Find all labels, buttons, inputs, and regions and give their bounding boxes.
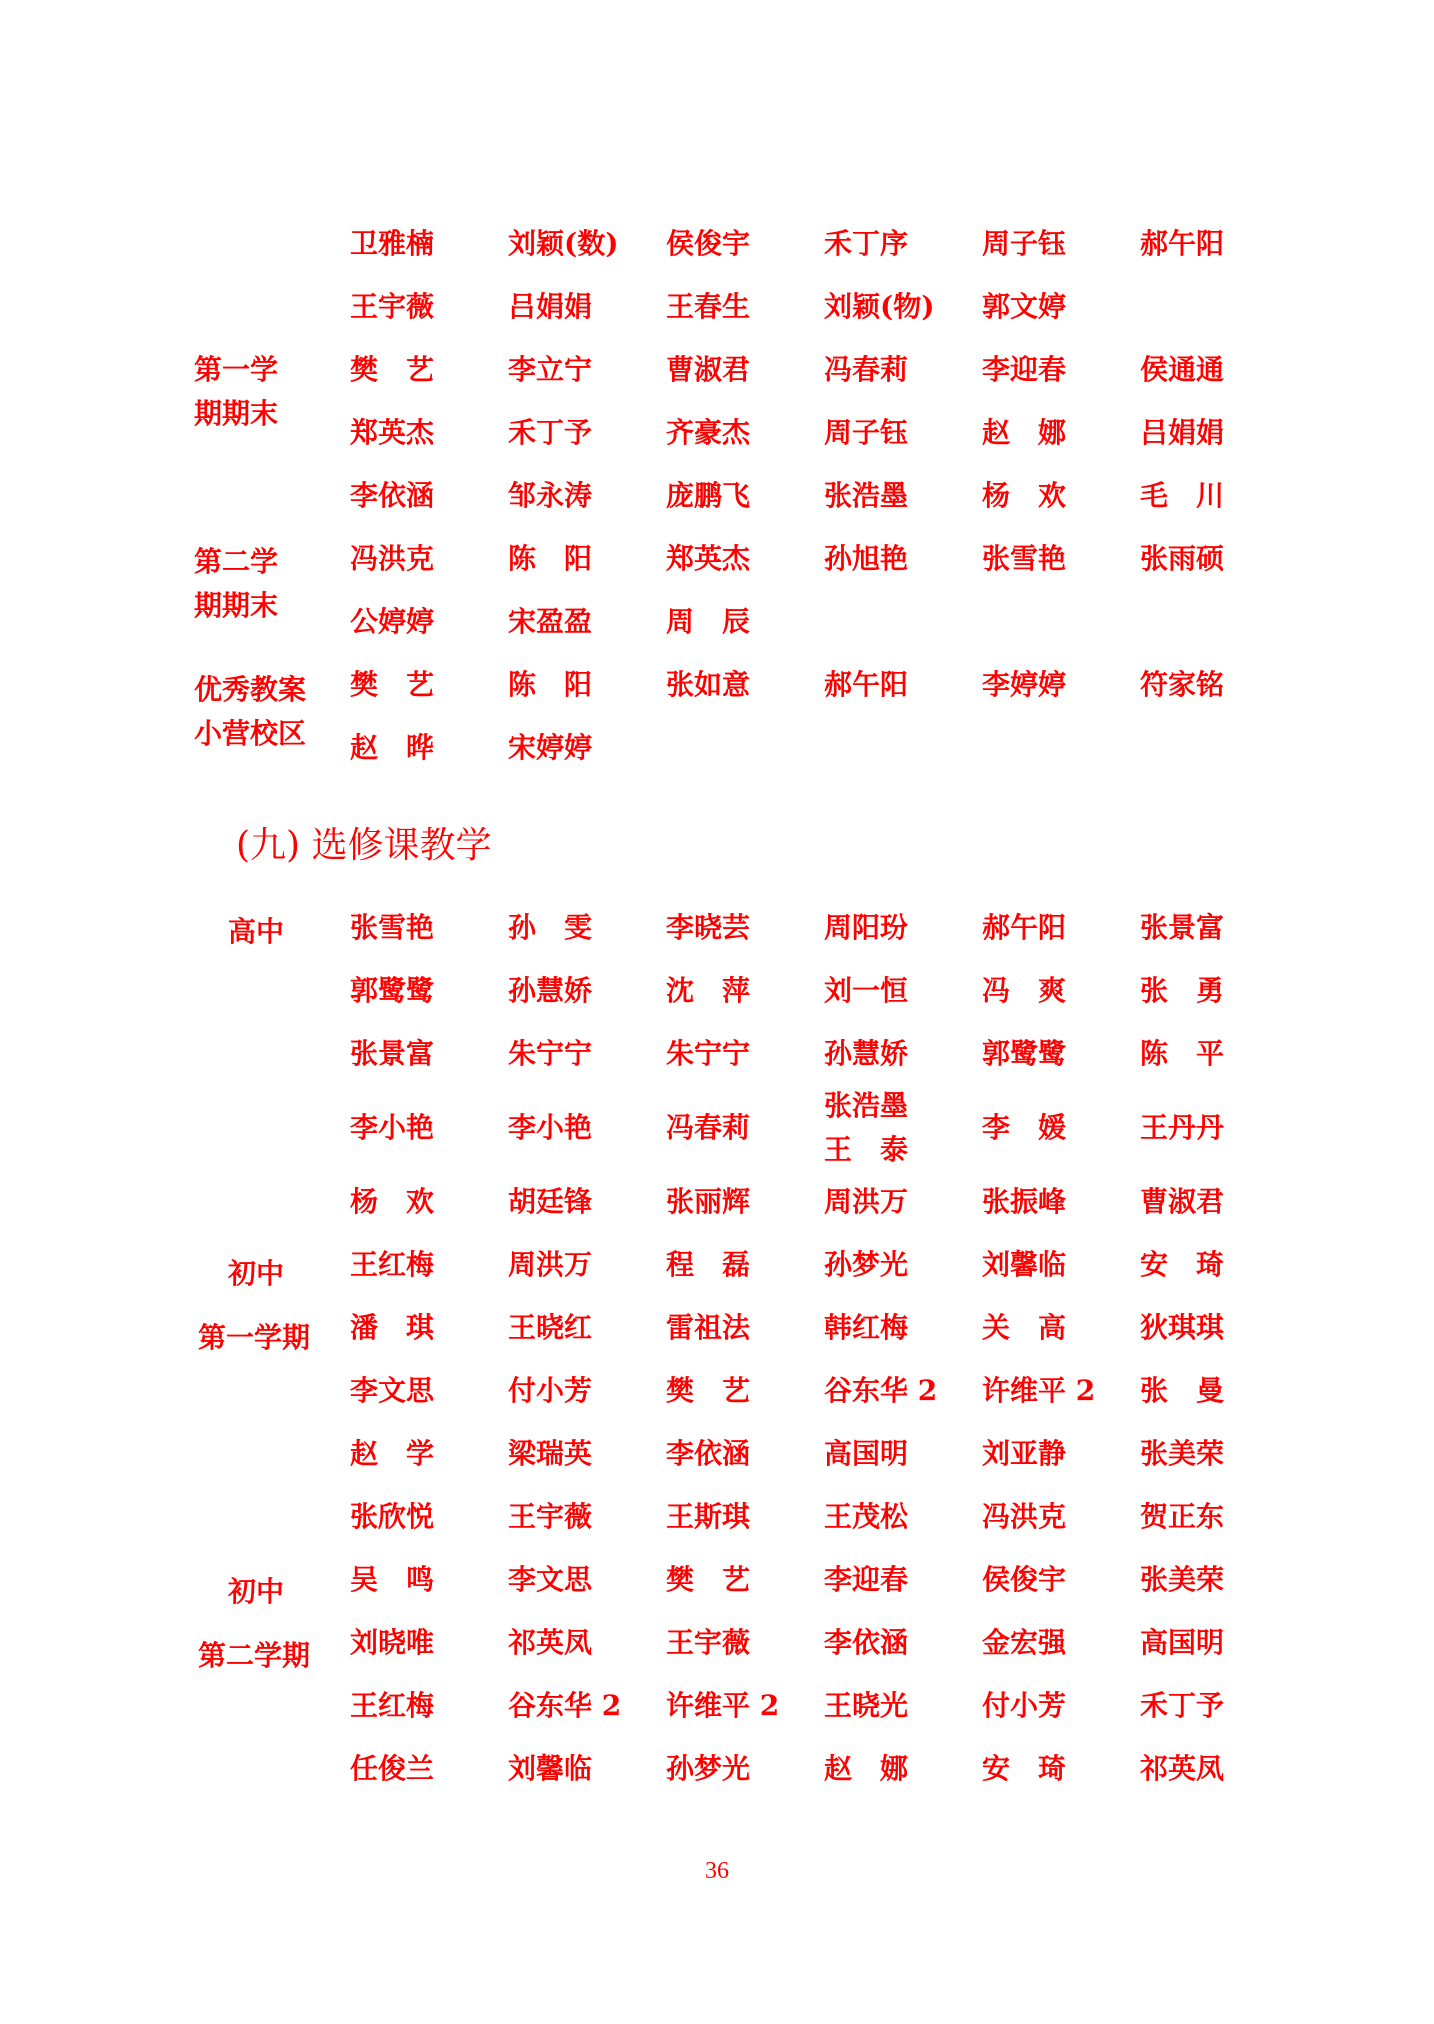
name-cell: 孙慧娇 [508, 974, 593, 1007]
name-cell: 孙慧娇 [824, 1037, 909, 1070]
label-junior1-line1: 初中 [228, 1257, 285, 1290]
name-cell: 宋婷婷 [508, 731, 593, 764]
table-row [0, 1032, 1434, 1076]
name-cell: 郝午阳 [982, 911, 1067, 944]
name-cell: 金宏强 [982, 1626, 1067, 1659]
label-excellent-line2: 小营校区 [194, 717, 307, 750]
name-cell: 李立宁 [508, 353, 593, 386]
name-cell: 赵 娜 [824, 1752, 909, 1785]
name-cell: 李小艳 [350, 1111, 435, 1144]
name-cell: 祁英凤 [1140, 1752, 1225, 1785]
name-cell: 樊 艺 [350, 353, 435, 386]
name-cell: 庞鹏飞 [666, 479, 751, 512]
name-cell: 赵 晔 [350, 731, 435, 764]
table-row [0, 906, 1434, 950]
name-cell: 刘馨临 [982, 1248, 1067, 1281]
table-row [0, 411, 1434, 455]
label-junior2-line2: 第二学期 [198, 1639, 311, 1672]
table-row [0, 222, 1434, 266]
name-cell: 陈 平 [1140, 1037, 1225, 1070]
name-cell: 沈 萍 [666, 974, 751, 1007]
name-cell: 樊 艺 [666, 1374, 751, 1407]
name-cell: 赵 娜 [982, 416, 1067, 449]
name-cell: 张 勇 [1140, 974, 1225, 1007]
table-row [0, 537, 1434, 581]
name-cell: 祁英凤 [508, 1626, 593, 1659]
table-row [0, 1747, 1434, 1791]
name-cell: 胡廷锋 [508, 1185, 593, 1218]
label-term1-line2: 期期末 [194, 397, 279, 430]
table-row [0, 600, 1434, 644]
name-cell: 孙梦光 [824, 1248, 909, 1281]
label-term1-line1: 第一学 [194, 353, 279, 386]
name-cell: 李小艳 [508, 1111, 593, 1144]
table-row [0, 1558, 1434, 1602]
name-cell: 李迎春 [982, 353, 1067, 386]
name-cell: 刘晓唯 [350, 1626, 435, 1659]
name-cell: 韩红梅 [824, 1311, 909, 1344]
name-cell: 公婷婷 [350, 605, 435, 638]
name-cell: 王春生 [666, 290, 751, 323]
name-cell: 关 高 [982, 1311, 1067, 1344]
table-row [0, 1621, 1434, 1665]
name-cell: 刘馨临 [508, 1752, 593, 1785]
name-cell: 李文思 [508, 1563, 593, 1596]
name-cell: 郝午阳 [1140, 227, 1225, 260]
name-cell: 李迎春 [824, 1563, 909, 1596]
name-cell: 梁瑞英 [508, 1437, 593, 1470]
name-cell: 贺正东 [1140, 1500, 1225, 1533]
table-row [0, 1089, 1434, 1166]
name-cell: 李晓芸 [666, 911, 751, 944]
name-cell: 宋盈盈 [508, 605, 593, 638]
table-row [0, 1684, 1434, 1728]
name-cell: 邹永涛 [508, 479, 593, 512]
table-row [0, 969, 1434, 1013]
name-cell: 张雨硕 [1140, 542, 1225, 575]
name-cell: 王斯琪 [666, 1500, 751, 1533]
name-cell: 卫雅楠 [350, 227, 435, 260]
name-cell: 张 曼 [1140, 1374, 1225, 1407]
name-cell: 朱宁宁 [666, 1037, 751, 1070]
name-cell: 禾丁予 [508, 416, 593, 449]
name-cell: 郝午阳 [824, 668, 909, 701]
name-cell: 雷祖法 [666, 1311, 751, 1344]
name-cell: 王晓光 [824, 1689, 909, 1722]
name-cell: 张雪艳 [982, 542, 1067, 575]
name-cell: 侯俊宇 [982, 1563, 1067, 1596]
table-row [0, 1495, 1434, 1539]
name-cell: 侯通通 [1140, 353, 1225, 386]
name-cell: 侯俊宇 [666, 227, 751, 260]
name-cell: 吕娟娟 [1140, 416, 1225, 449]
name-cell: 曹淑君 [666, 353, 751, 386]
table-row [0, 1432, 1434, 1476]
name-cell: 付小芳 [508, 1374, 593, 1407]
name-cell: 王红梅 [350, 1689, 435, 1722]
name-cell: 陈 阳 [508, 542, 593, 575]
name-cell: 张丽辉 [666, 1185, 751, 1218]
name-cell: 朱宁宁 [508, 1037, 593, 1070]
table-row [0, 348, 1434, 392]
name-cell: 冯春莉 [824, 353, 909, 386]
name-cell: 吴 鸣 [350, 1563, 435, 1596]
name-cell: 王晓红 [508, 1311, 593, 1344]
label-high: 高中 [228, 915, 285, 948]
name-cell: 郭文婷 [982, 290, 1067, 323]
name-cell: 郭鹭鹭 [982, 1037, 1067, 1070]
name-cell: 周子钰 [982, 227, 1067, 260]
table-row [0, 663, 1434, 707]
name-cell: 郑英杰 [666, 542, 751, 575]
name-cell: 付小芳 [982, 1689, 1067, 1722]
name-cell: 齐豪杰 [666, 416, 751, 449]
name-cell [824, 1084, 908, 1172]
name-cell: 潘 琪 [350, 1311, 435, 1344]
name-cell: 孙旭艳 [824, 542, 909, 575]
label-term2-line1: 第二学 [194, 545, 279, 578]
name-cell: 安 琦 [982, 1752, 1067, 1785]
name-cell: 周阳玢 [824, 911, 909, 944]
name-cell: 张浩墨 [824, 479, 909, 512]
name-cell: 冯春莉 [666, 1111, 751, 1144]
table-row [0, 726, 1434, 770]
name-cell: 禾丁予 [1140, 1689, 1225, 1722]
name-cell: 樊 艺 [666, 1563, 751, 1596]
name-cell: 安 琦 [1140, 1248, 1225, 1281]
name-cell: 刘亚静 [982, 1437, 1067, 1470]
name-cell: 李依涵 [824, 1626, 909, 1659]
name-cell: 高国明 [1140, 1626, 1225, 1659]
name-cell: 郭鹭鹭 [350, 974, 435, 1007]
name-cell: 许维平 2 [982, 1374, 1096, 1407]
name-cell: 刘颖(物) [824, 290, 935, 323]
name-cell: 冯洪克 [982, 1500, 1067, 1533]
section-heading: (九) 选修课教学 [236, 825, 492, 866]
page-number: 36 [705, 1858, 729, 1884]
name-cell: 王宇薇 [350, 290, 435, 323]
name-cell: 周 辰 [666, 605, 751, 638]
name-cell: 李 媛 [982, 1111, 1067, 1144]
name-cell: 郑英杰 [350, 416, 435, 449]
label-junior1-line2: 第一学期 [198, 1321, 311, 1354]
name-cell: 王茂松 [824, 1500, 909, 1533]
name-cell: 张景富 [1140, 911, 1225, 944]
label-junior2-line1: 初中 [228, 1575, 285, 1608]
table-row [0, 1369, 1434, 1413]
name-cell: 张景富 [350, 1037, 435, 1070]
name-cell-line: 张浩墨 [824, 1089, 909, 1122]
table-row [0, 1243, 1434, 1287]
name-cell: 孙梦光 [666, 1752, 751, 1785]
name-cell: 张美荣 [1140, 1563, 1225, 1596]
name-cell: 王宇薇 [508, 1500, 593, 1533]
name-cell: 许维平 2 [666, 1689, 780, 1722]
name-cell: 禾丁序 [824, 227, 909, 260]
name-cell: 吕娟娟 [508, 290, 593, 323]
label-excellent-line1: 优秀教案 [194, 673, 307, 706]
name-cell: 樊 艺 [350, 668, 435, 701]
name-cell: 张美荣 [1140, 1437, 1225, 1470]
name-cell: 冯 爽 [982, 974, 1067, 1007]
table-row [0, 285, 1434, 329]
name-cell: 任俊兰 [350, 1752, 435, 1785]
name-cell: 张如意 [666, 668, 751, 701]
name-cell: 王宇薇 [666, 1626, 751, 1659]
name-cell: 刘一恒 [824, 974, 909, 1007]
name-cell: 程 磊 [666, 1248, 751, 1281]
name-cell: 杨 欢 [982, 479, 1067, 512]
name-cell: 周洪万 [508, 1248, 593, 1281]
name-cell: 周子钰 [824, 416, 909, 449]
name-cell: 李依涵 [350, 479, 435, 512]
name-cell: 孙 雯 [508, 911, 593, 944]
name-cell: 谷东华 2 [824, 1374, 938, 1407]
name-cell: 周洪万 [824, 1185, 909, 1218]
name-cell: 符家铭 [1140, 668, 1225, 701]
name-cell: 狄琪琪 [1140, 1311, 1225, 1344]
name-cell: 刘颖(数) [508, 227, 619, 260]
label-term2-line2: 期期末 [194, 589, 279, 622]
name-cell: 冯洪克 [350, 542, 435, 575]
name-cell: 杨 欢 [350, 1185, 435, 1218]
name-cell: 李依涵 [666, 1437, 751, 1470]
name-cell: 王红梅 [350, 1248, 435, 1281]
name-cell: 谷东华 2 [508, 1689, 622, 1722]
name-cell: 高国明 [824, 1437, 909, 1470]
table-row [0, 474, 1434, 518]
table-row [0, 1180, 1434, 1224]
name-cell: 陈 阳 [508, 668, 593, 701]
name-cell: 张雪艳 [350, 911, 435, 944]
name-cell: 曹淑君 [1140, 1185, 1225, 1218]
name-cell-line: 王 泰 [824, 1133, 909, 1166]
name-cell: 赵 学 [350, 1437, 435, 1470]
name-cell: 李文思 [350, 1374, 435, 1407]
name-cell: 王丹丹 [1140, 1111, 1225, 1144]
name-cell: 毛 川 [1140, 479, 1225, 512]
name-cell: 李婷婷 [982, 668, 1067, 701]
table-row [0, 1306, 1434, 1350]
name-cell: 张振峰 [982, 1185, 1067, 1218]
name-cell: 张欣悦 [350, 1500, 435, 1533]
